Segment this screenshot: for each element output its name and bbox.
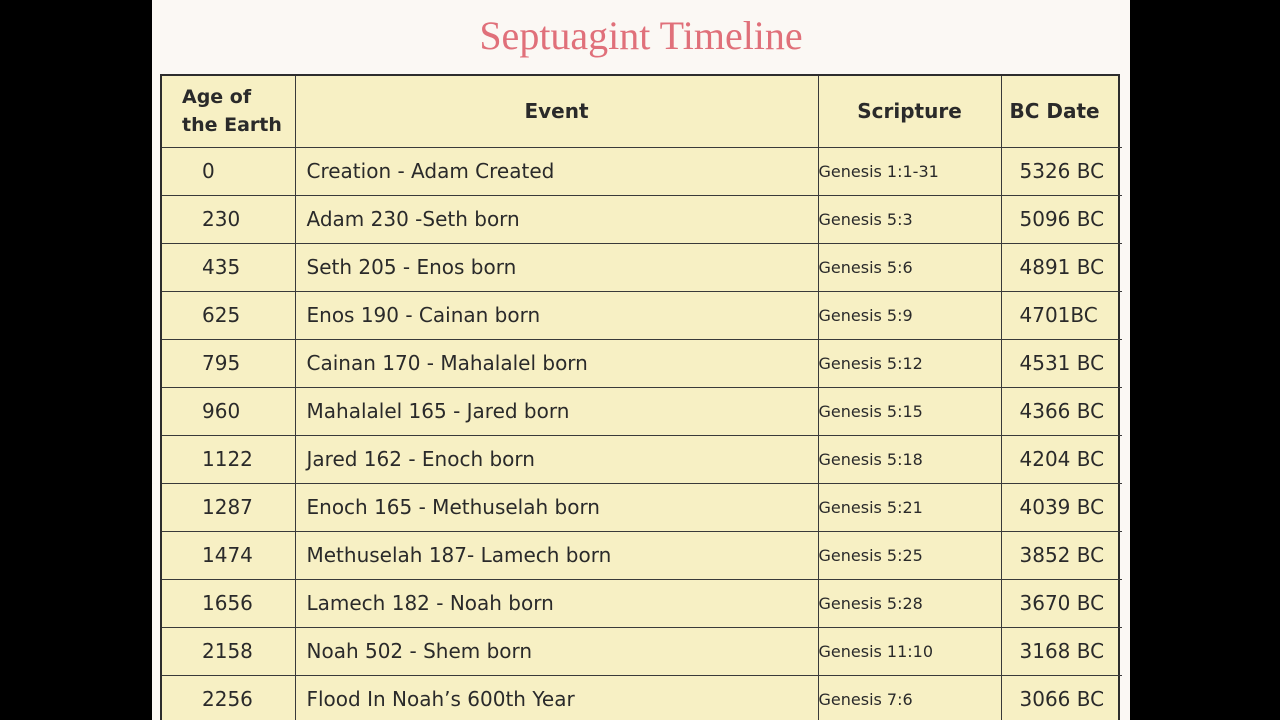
table-body [162,147,1122,720]
table-row [162,195,1122,243]
scripture-cell: Genesis 7:6 [818,675,1001,720]
age-cell: 0 [162,147,295,195]
header-age-line1: Age of [182,86,252,109]
table-header-row [162,76,1122,147]
table-row [162,675,1122,720]
table-row [162,147,1122,195]
event-cell: Flood In Noah’s 600th Year [295,675,818,720]
scripture-cell: Genesis 11:10 [818,627,1001,675]
scripture-cell: Genesis 5:25 [818,531,1001,579]
date-cell: 3168 BC [1001,627,1122,675]
age-cell: 2256 [162,675,295,720]
header-age-of-earth [162,76,295,147]
date-cell: 4039 BC [1001,483,1122,531]
date-cell: 4891 BC [1001,243,1122,291]
event-cell: Jared 162 - Enoch born [295,435,818,483]
date-cell: 4204 BC [1001,435,1122,483]
date-cell: 4531 BC [1001,339,1122,387]
document-page [152,0,1130,720]
header-scripture: Scripture [818,76,1001,147]
date-cell: 3670 BC [1001,579,1122,627]
table-row [162,435,1122,483]
event-cell: Lamech 182 - Noah born [295,579,818,627]
table-row [162,339,1122,387]
date-cell: 4366 BC [1001,387,1122,435]
scripture-cell: Genesis 5:3 [818,195,1001,243]
header-age-line2: the Earth [182,114,282,137]
table-row [162,243,1122,291]
scripture-cell: Genesis 5:28 [818,579,1001,627]
event-cell: Noah 502 - Shem born [295,627,818,675]
date-cell: 3852 BC [1001,531,1122,579]
table-row [162,387,1122,435]
scripture-cell: Genesis 5:9 [818,291,1001,339]
event-cell: Seth 205 - Enos born [295,243,818,291]
event-cell: Mahalalel 165 - Jared born [295,387,818,435]
scripture-cell: Genesis 5:21 [818,483,1001,531]
scripture-cell: Genesis 1:1-31 [818,147,1001,195]
age-cell: 1122 [162,435,295,483]
age-cell: 625 [162,291,295,339]
date-cell: 3066 BC [1001,675,1122,720]
table-row [162,579,1122,627]
age-cell: 1474 [162,531,295,579]
age-cell: 795 [162,339,295,387]
event-cell: Enoch 165 - Methuselah born [295,483,818,531]
age-cell: 1287 [162,483,295,531]
scripture-cell: Genesis 5:18 [818,435,1001,483]
age-cell: 230 [162,195,295,243]
header-event: Event [295,76,818,147]
age-cell: 2158 [162,627,295,675]
date-cell: 4701BC [1001,291,1122,339]
event-cell: Methuselah 187- Lamech born [295,531,818,579]
timeline-table-container [160,74,1120,720]
date-cell: 5326 BC [1001,147,1122,195]
scripture-cell: Genesis 5:15 [818,387,1001,435]
event-cell: Creation - Adam Created [295,147,818,195]
table-row [162,627,1122,675]
header-bc-date: BC Date [1001,76,1122,147]
table-row [162,531,1122,579]
scripture-cell: Genesis 5:6 [818,243,1001,291]
page-title: Septuagint Timeline [479,13,803,58]
scripture-cell: Genesis 5:12 [818,339,1001,387]
event-cell: Cainan 170 - Mahalalel born [295,339,818,387]
event-cell: Enos 190 - Cainan born [295,291,818,339]
age-cell: 435 [162,243,295,291]
date-cell: 5096 BC [1001,195,1122,243]
age-cell: 960 [162,387,295,435]
timeline-table [162,76,1122,720]
event-cell: Adam 230 -Seth born [295,195,818,243]
table-row [162,291,1122,339]
table-row [162,483,1122,531]
age-cell: 1656 [162,579,295,627]
